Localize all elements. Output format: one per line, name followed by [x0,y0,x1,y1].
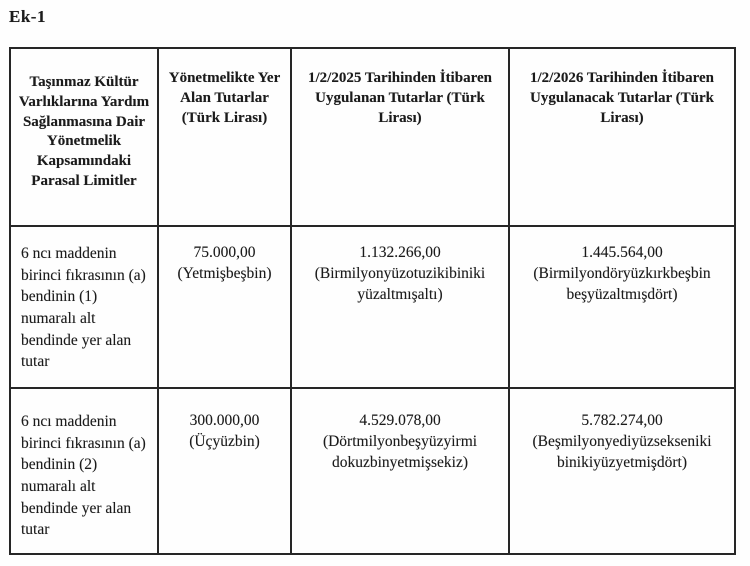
amount-in-words: (Birmilyonyüzotuzikibiniki yüzaltmışaltı) [314,264,486,303]
amount-2025-cell [291,388,509,554]
amount-number: 300.000,00 [189,412,260,429]
header-limits-scope: Taşınmaz Kültür Varlıklarına Yardım Sağlanmasına Dair Yönetmelik Kapsamındaki Parasal Limitler [10,48,158,226]
amount-number: 5.782.274,00 [581,412,663,429]
amount-2025-cell [291,226,509,388]
amount-number: 1.445.564,00 [581,244,663,261]
amount-in-words: (Dörtmilyonbeşyüzyirmi dokuzbinyetmişsekiz) [322,432,478,471]
amount-in-words: (Beşmilyonyediyüzsekseniki binikiyüzyetmişdört) [532,432,712,471]
amount-number: 1.132.266,00 [359,244,441,261]
regulation-amount-cell [158,388,291,554]
table-header-row [10,48,735,226]
annex-label: Ek-1 [9,7,46,26]
regulation-amount-cell [158,226,291,388]
amount-number: 75.000,00 [193,244,256,261]
header-amounts-2025: 1/2/2025 Tarihinden İtibaren Uygulanan Tutarlar (Türk Lirası) [291,48,509,226]
amount-in-words: (Birmilyondöryüzkırkbeşbin beşyüzaltmışdört) [533,264,711,303]
amount-2026-cell [509,388,735,554]
table-row [10,388,735,554]
monetary-limits-table [9,47,736,555]
limit-description: 6 ncı maddenin birinci fıkrasının (a) bendinin (2) numaralı alt bendinde yer alan tutar [10,388,158,554]
amount-2026-cell [509,226,735,388]
amount-in-words: (Yetmişbeşbin) [177,264,272,282]
amount-number: 4.529.078,00 [359,412,441,429]
amount-in-words: (Üçyüzbin) [189,432,260,450]
table-row [10,226,735,388]
header-amounts-2026: 1/2/2026 Tarihinden İtibaren Uygulanacak Tutarlar (Türk Lirası) [509,48,735,226]
header-regulation-amounts: Yönetmelikte Yer Alan Tutarlar (Türk Lirası) [158,48,291,226]
limit-description: 6 ncı maddenin birinci fıkrasının (a) bendinin (1) numaralı alt bendinde yer alan tutar [10,226,158,388]
